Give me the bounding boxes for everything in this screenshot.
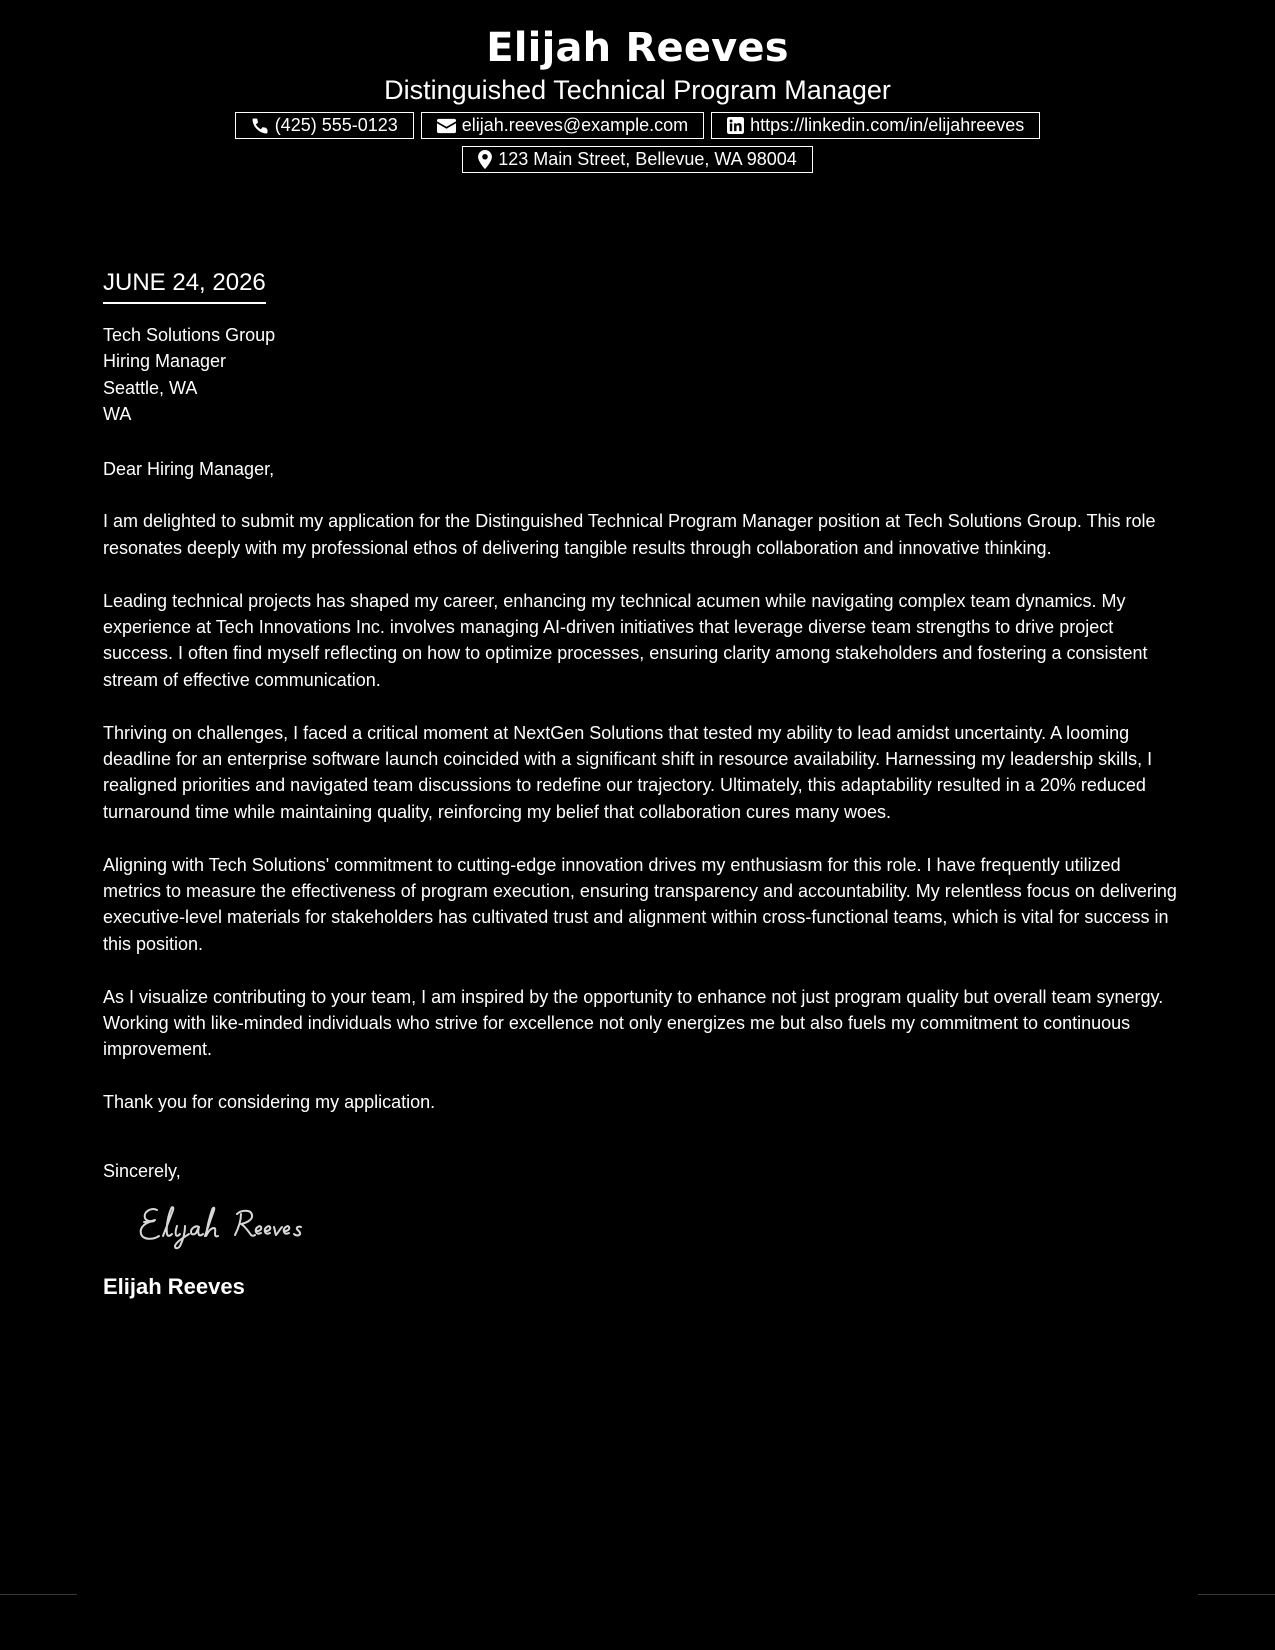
recipient-block xyxy=(103,322,1178,428)
body-paragraph: Aligning with Tech Solutions' commitment to cutting-edge innovation drives my enthusiasm for this role. I have frequently utilized metrics to measure the effectiveness of program execution, ensuring transparency and accountability. My relentless focus on delivering executive-level materials for stakeholders has cultivated trust and alignment within cross-functional teams, which is vital for success in this position. xyxy=(103,854,1177,954)
recipient-contact: Hiring Manager xyxy=(103,351,227,372)
body-paragraph: I am delighted to submit my application for the Distinguished Technical Program Manager position at Tech Solutions Group. This role resonates deeply with my professional ethos of delivering tangible results through collaboration and innovative thinking. xyxy=(103,511,1156,558)
signature-image xyxy=(135,1198,335,1254)
recipient-company: Tech Solutions Group xyxy=(103,325,276,345)
signer-name: Elijah Reeves xyxy=(103,1274,245,1300)
letter-header xyxy=(0,22,1275,173)
address-chip[interactable] xyxy=(462,146,813,173)
body-paragraph: Thriving on challenges, I faced a critical moment at NextGen Solutions that tested my ability to lead amidst uncertainty. A looming deadline for an enterprise software launch coincided with a significant shift in resource availability. Harnessing my leadership skills, I realigned priorities and navigated team discussions to redefine our trajectory. Ultimately, this adaptability resulted in a 20% reduced turnaround time while maintaining quality, reinforcing my belief that collaboration cures many woes. xyxy=(103,722,1153,822)
thanks-line: Thank you for considering my application. xyxy=(103,1092,436,1113)
letter-date: JUNE 24, 2026 xyxy=(103,266,266,304)
footer-rule-left xyxy=(0,1594,77,1595)
phone-text: (425) 555-0123 xyxy=(274,115,398,135)
phone-icon xyxy=(251,117,269,135)
letter-body xyxy=(103,266,1178,1302)
envelope-icon xyxy=(437,118,456,134)
email-text: elijah.reeves@example.com xyxy=(461,115,689,135)
recipient-state: WA xyxy=(103,404,132,425)
contact-row xyxy=(0,112,1275,139)
footer-rule-right xyxy=(1198,1594,1275,1595)
body-paragraph: Leading technical projects has shaped my career, enhancing my technical acumen while navigating complex team dynamics. My experience at Tech Innovations Inc. involves managing AI-driven initiatives that leverage diverse team strengths to drive project success. I often find myself reflecting on how to optimize processes, ensuring clarity among stakeholders and fostering a consistent stream of effective communication. xyxy=(103,590,1148,690)
linkedin-icon xyxy=(727,117,744,134)
body-paragraph: As I visualize contributing to your team, I am inspired by the opportunity to enhance not just program quality but overall team synergy. Working with like-minded individuals who strive for excellence not only energizes me but also fuels my commitment to continuous improvement. xyxy=(103,986,1164,1060)
applicant-title: Distinguished Technical Program Manager xyxy=(384,75,891,105)
closing-line: Sincerely, xyxy=(103,1160,181,1181)
email-chip[interactable] xyxy=(421,112,704,139)
recipient-city: Seattle, WA xyxy=(103,377,198,398)
phone-chip[interactable] xyxy=(235,112,414,139)
address-text: 123 Main Street, Bellevue, WA 98004 xyxy=(498,149,797,169)
linkedin-chip[interactable] xyxy=(711,112,1040,139)
address-row xyxy=(0,146,1275,173)
linkedin-text: https://linkedin.com/in/elijahreeves xyxy=(750,115,1025,135)
map-marker-icon xyxy=(478,150,492,169)
applicant-name: Elijah Reeves xyxy=(486,25,789,71)
salutation: Dear Hiring Manager, xyxy=(103,458,275,479)
